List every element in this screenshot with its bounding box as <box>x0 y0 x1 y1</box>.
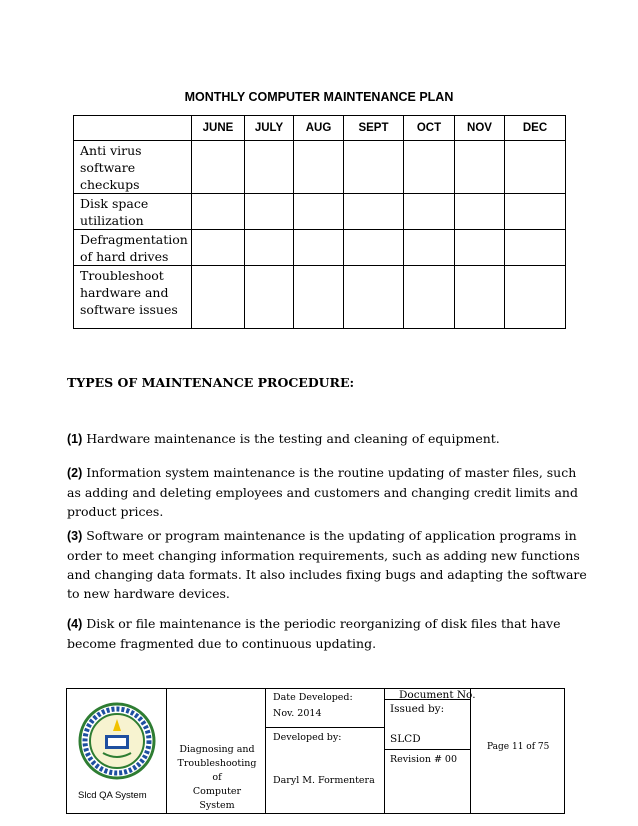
table-row <box>74 266 566 329</box>
schedule-cell <box>245 141 294 194</box>
table-row <box>74 194 566 230</box>
maintenance-plan-table <box>73 115 566 329</box>
schedule-cell <box>294 266 344 329</box>
procedure-paragraph <box>67 526 587 603</box>
schedule-cell <box>245 230 294 266</box>
procedure-paragraph <box>67 614 587 653</box>
section-heading: TYPES OF MAINTENANCE PROCEDURE: <box>67 375 355 390</box>
schedule-cell <box>294 141 344 194</box>
schedule-cell <box>455 141 505 194</box>
month-header: OCT <box>404 116 455 141</box>
schedule-cell <box>245 266 294 329</box>
month-header: JUNE <box>192 116 245 141</box>
procedure-text: Hardware maintenance is the testing and cleaning of equipment. <box>82 431 500 446</box>
table-row <box>74 230 566 266</box>
task-label: Defragmentation of hard drives <box>74 230 192 266</box>
month-header: AUG <box>294 116 344 141</box>
schedule-cell <box>505 266 566 329</box>
month-header: DEC <box>505 116 566 141</box>
procedure-text: Software or program maintenance is the updating of application programs in order to meet changing information requirements, such as adding new functions and changing data formats. It also includes fixing bugs and adapting the software to new hardware devices. <box>67 528 587 601</box>
procedure-paragraph <box>67 429 587 449</box>
procedure-paragraph <box>67 463 587 521</box>
task-label: Anti virus software checkups <box>74 141 192 194</box>
task-label: Disk space utilization <box>74 194 192 230</box>
page-title: MONTHLY COMPUTER MAINTENANCE PLAN <box>184 90 454 104</box>
schedule-cell <box>505 194 566 230</box>
document-number-label: Document No. <box>399 689 476 701</box>
schedule-cell <box>344 194 404 230</box>
schedule-cell <box>455 266 505 329</box>
page-number: Page 11 of 75 <box>487 742 550 752</box>
procedure-text: Disk or file maintenance is the periodic reorganizing of disk files that have become fragmented due to continuous updating. <box>67 616 561 651</box>
schedule-cell <box>404 194 455 230</box>
course-title: Diagnosing and Troubleshooting of Computer System <box>177 744 257 811</box>
procedure-text: Information system maintenance is the routine updating of master files, such as adding and deleting employees and customers and changing credit limits and product prices. <box>67 465 578 519</box>
schedule-cell <box>245 194 294 230</box>
schedule-cell <box>344 266 404 329</box>
procedure-number: (1) <box>67 432 83 446</box>
procedure-number: (4) <box>67 617 83 631</box>
schedule-cell <box>294 230 344 266</box>
schedule-cell <box>192 141 245 194</box>
issued-by-label: Issued by: <box>390 703 445 715</box>
schedule-cell <box>294 194 344 230</box>
schedule-cell <box>192 230 245 266</box>
table-row <box>74 141 566 194</box>
schedule-cell <box>192 194 245 230</box>
date-developed-label: Date Developed: <box>273 692 353 703</box>
schedule-cell <box>404 141 455 194</box>
schedule-cell <box>344 141 404 194</box>
month-header: NOV <box>455 116 505 141</box>
procedure-number: (3) <box>67 529 83 543</box>
task-label: Troubleshoot hardware and software issues <box>74 266 192 329</box>
month-header: SEPT <box>344 116 404 141</box>
schedule-cell <box>455 230 505 266</box>
schedule-cell <box>455 194 505 230</box>
corner-cell <box>74 116 192 141</box>
month-header: JULY <box>245 116 294 141</box>
schedule-cell <box>344 230 404 266</box>
table-header-row <box>74 116 566 141</box>
issuer-value: SLCD <box>390 733 421 745</box>
developed-by-label: Developed by: <box>273 732 342 743</box>
date-developed-value: Nov. 2014 <box>273 708 322 719</box>
revision-number: Revision # 00 <box>390 754 458 765</box>
college-seal-logo <box>77 701 157 781</box>
schedule-cell <box>404 266 455 329</box>
developer-name: Daryl M. Formentera <box>273 775 375 786</box>
schedule-cell <box>192 266 245 329</box>
org-label: Slcd QA System <box>78 790 147 801</box>
document-footer <box>66 688 565 814</box>
schedule-cell <box>505 230 566 266</box>
schedule-cell <box>404 230 455 266</box>
procedure-number: (2) <box>67 466 83 480</box>
schedule-cell <box>505 141 566 194</box>
